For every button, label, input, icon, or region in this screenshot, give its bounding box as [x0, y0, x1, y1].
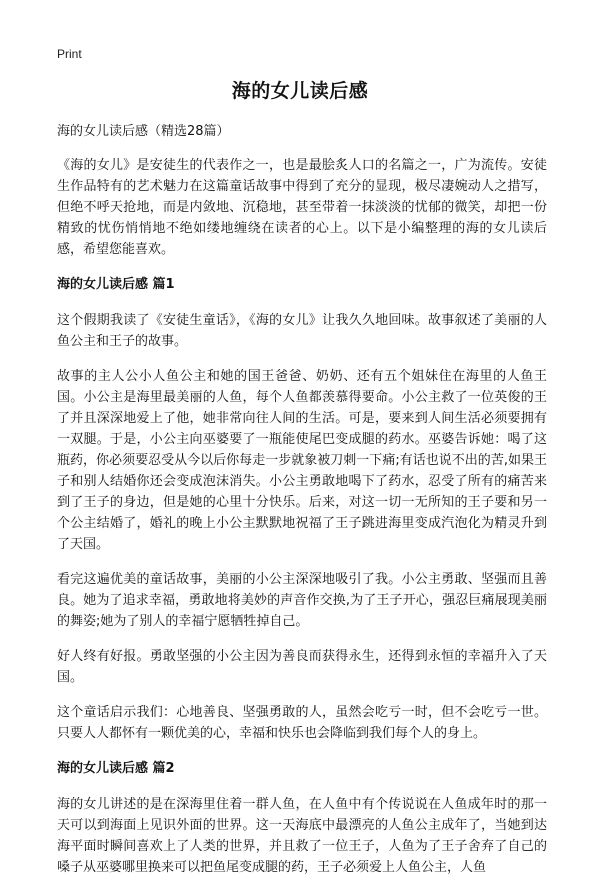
intro-paragraph: 《海的女儿》是安徒生的代表作之一，也是最脍炙人口的名篇之一，广为流传。安徒生作品特有的艺术魅力在这篇童话故事中得到了充分的显现，极尽凄婉动人之措写，但绝不呼天抢地，而是内敛地、沉稳地，甚至带着一抹淡淡的忧郁的微笑，却把一份精致的忧伤悄悄地不绝如缕地缠绕在读者的心上。以下是小编整理的海的女儿读后感，希望您能喜欢。: [57, 158, 547, 257]
section1-paragraph: 好人终有好报。勇敢坚强的小公主因为善良而获得永生，还得到永恒的幸福升入了天国。: [57, 649, 547, 685]
section1-paragraph: 这个假期我读了《安徒生童话》，《海的女儿》让我久久地回味。故事叙述了美丽的人鱼公主和王子的故事。: [57, 313, 547, 349]
section1-paragraph: 看完这遍优美的童话故事，美丽的小公主深深地吸引了我。小公主勇敢、坚强而且善良。她为了追求幸福，勇敢地将美妙的声音作交换,为了王子开心，强忍巨痛展现美丽的舞姿;她为了别人的幸福宁愿牺牲掉自己。: [57, 572, 547, 629]
page-title: 海的女儿读后感: [231, 80, 369, 102]
print-label: Print: [57, 47, 82, 61]
section2-paragraph: 海的女儿讲述的是在深海里住着一群人鱼，在人鱼中有个传说说在人鱼成年时的那一天可以到海面上见识外面的世界。这一天海底中最漂亮的人鱼公主成年了，当她到达海平面时瞬间喜欢上了人类的世界，并且救了一位王子，人鱼为了王子舍弃了自己的嗓子从巫婆哪里换来可以把鱼尾变成腿的药，王子必须爱上人鱼公主，人鱼: [57, 797, 547, 875]
article-body: [57, 121, 547, 892]
section-heading-2: 海的女儿读后感 篇2: [57, 761, 175, 776]
article-subtitle: 海的女儿读后感（精选28篇）: [57, 124, 230, 139]
section1-paragraph: 这个童话启示我们：心地善良、坚强勇敢的人，虽然会吃亏一时，但不会吃亏一世。只要人人都怀有一颗优美的心，幸福和快乐也会降临到我们每个人的身上。: [57, 705, 547, 741]
section-heading-1: 海的女儿读后感 篇1: [57, 277, 175, 292]
section1-paragraph: 故事的主人公小人鱼公主和她的国王爸爸、奶奶、还有五个姐妹住在海里的人鱼王国。小公主是海里最美丽的人鱼，每个人鱼都羡慕得要命。小公主救了一位英俊的王了并且深深地爱上了他，她非常向往人间的生活。可是，要来到人间生活必须要拥有一双腿。于是，小公主向巫婆要了一瓶能使尾巴变成腿的药水。巫婆告诉她：喝了这瓶药，你必须要忍受从今以后你每走一步就象被刀刺一下痛;有话也说不出的苦,如果王子和别人结婚你还会变成泡沫消失。小公主勇敢地喝下了药水，忍受了所有的痛苦来到了王子的身边，但是她的心里十分快乐。后来，对这一切一无所知的王子要和另一个公主结婚了，婚礼的晚上小公主默默地祝福了王子跳进海里变成汽泡化为精灵升到了天国。: [57, 369, 547, 552]
